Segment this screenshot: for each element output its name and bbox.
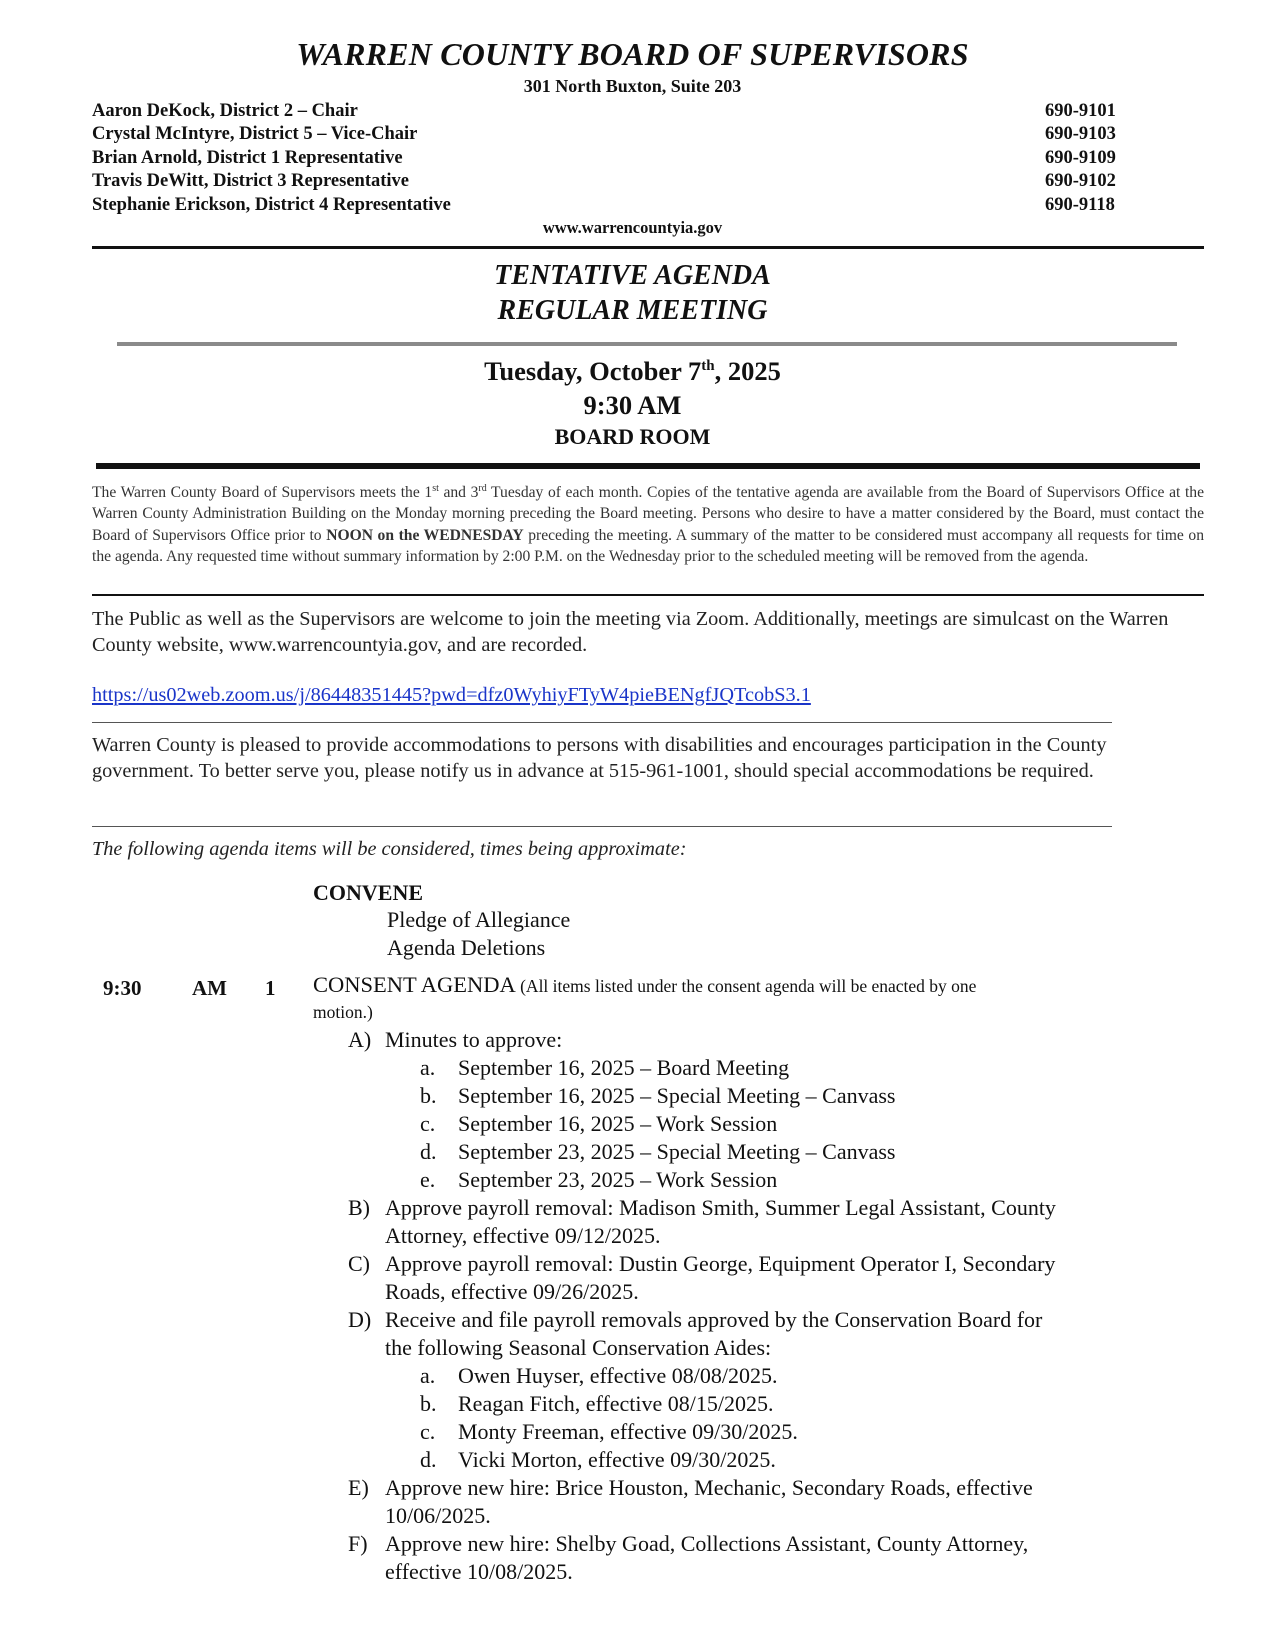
convene-heading: CONVENE — [313, 880, 424, 905]
aide-item-text: Vicki Morton, effective 09/30/2025. — [458, 1447, 776, 1472]
consent-item-letter: F) — [348, 1531, 368, 1556]
item-number: 1 — [265, 976, 276, 1000]
consent-item-text: Approve payroll removal: Madison Smith, Summer Legal Assistant, County — [385, 1195, 1056, 1220]
meeting-date-year: , 2025 — [714, 356, 781, 386]
consent-item-text: Receive and file payroll removals approved by the Conservation Board for — [385, 1307, 1043, 1332]
consent-item-text: 10/06/2025. — [385, 1503, 491, 1528]
zoom-link[interactable]: https://us02web.zoom.us/j/86448351445?pwd=dfz0WyhiyFTyW4pieBENgfJQTcobS3.1 — [92, 684, 811, 706]
notice-ordinal: st — [432, 483, 439, 494]
aide-item-letter: d. — [420, 1447, 437, 1472]
consent-item-text: Minutes to approve: — [385, 1027, 563, 1052]
agenda-intro: The following agenda items will be considered, times being approximate: — [92, 838, 687, 860]
aide-item-text: Owen Huyser, effective 08/08/2025. — [458, 1363, 778, 1388]
supervisor-name: Brian Arnold, District 1 Representative — [92, 147, 403, 168]
item-ampm: AM — [192, 976, 227, 1000]
convene-item: Agenda Deletions — [387, 935, 546, 960]
supervisor-phone: 690-9103 — [1045, 124, 1116, 145]
consent-item-letter: C) — [348, 1251, 370, 1276]
board-title: WARREN COUNTY BOARD OF SUPERVISORS — [296, 36, 969, 72]
notice-ordinal: rd — [478, 483, 487, 494]
minutes-item-text: September 16, 2025 – Work Session — [458, 1111, 778, 1136]
consent-heading-text: CONSENT AGENDA — [313, 972, 515, 997]
aide-item-letter: a. — [420, 1363, 436, 1388]
consent-item-letter: B) — [348, 1195, 370, 1220]
minutes-item-text: September 23, 2025 – Special Meeting – Canvass — [458, 1139, 896, 1164]
consent-item-letter: D) — [348, 1307, 372, 1332]
notice-text: Tuesday of each month. Copies of the tentative agenda are available from the Board of Supervisors Office at the Warren County Administration Building on the Monday morning preceding the Board meeting. Persons who desire to have a matter considered by the Board, must contact the Board of Supervisors Office prior to — [92, 484, 1204, 544]
agenda-title-line2: REGULAR MEETING — [497, 295, 768, 326]
consent-item-text: Approve new hire: Brice Houston, Mechanic, Secondary Roads, effective — [385, 1475, 1033, 1500]
aide-item-letter: b. — [420, 1391, 437, 1416]
meeting-date-ordinal: th — [701, 358, 715, 375]
meeting-room: BOARD ROOM — [554, 424, 711, 449]
meeting-date — [0, 356, 1265, 387]
meeting-date-main: Tuesday, October 7 — [484, 356, 702, 386]
phone-list — [1045, 100, 1116, 217]
minutes-item-letter: d. — [420, 1139, 437, 1164]
consent-item-text: effective 10/08/2025. — [385, 1559, 573, 1584]
meeting-time: 9:30 AM — [583, 390, 682, 420]
notice-deadline: NOON on the WEDNESDAY — [326, 526, 524, 544]
zoom-divider — [92, 722, 1112, 723]
consent-agenda-heading — [313, 972, 976, 998]
aide-item-text: Monty Freeman, effective 09/30/2025. — [458, 1419, 798, 1444]
header-divider — [92, 246, 1204, 249]
agenda-title-line1: TENTATIVE AGENDA — [494, 260, 771, 291]
meeting-divider — [96, 463, 1200, 469]
consent-item-letter: A) — [348, 1027, 372, 1052]
minutes-item-letter: e. — [420, 1167, 436, 1192]
consent-item-letter: E) — [348, 1475, 369, 1500]
convene-item: Pledge of Allegiance — [387, 907, 571, 932]
minutes-item-letter: c. — [420, 1111, 436, 1136]
minutes-item-text: September 16, 2025 – Board Meeting — [458, 1055, 790, 1080]
minutes-item-letter: a. — [420, 1055, 436, 1080]
consent-item-text: the following Seasonal Conservation Aides: — [385, 1335, 772, 1360]
notice-text: and 3 — [438, 484, 479, 502]
accommodations-notice: Warren County is pleased to provide accommodations to persons with disabilities and encourages participation in the County government. To better serve you, please notify us in advance at 515-961-1001, should special accommodations be required. — [92, 734, 1107, 782]
meeting-notice — [92, 478, 1204, 567]
minutes-item-letter: b. — [420, 1083, 437, 1108]
board-address: 301 North Buxton, Suite 203 — [523, 76, 742, 96]
notice-text: The Warren County Board of Supervisors meets the 1 — [92, 484, 433, 502]
supervisor-name: Aaron DeKock, District 2 – Chair — [92, 101, 358, 121]
consent-note: (All items listed under the consent agenda will be enacted by one — [520, 976, 977, 996]
supervisor-phone: 690-9109 — [1045, 147, 1116, 168]
zoom-info: The Public as well as the Supervisors are welcome to join the meeting via Zoom. Additionally, meetings are simulcast on the Warren County website, www.warrencountyia.gov, and are recorded. — [92, 608, 1169, 656]
board-website: www.warrencountyia.gov — [542, 218, 723, 237]
consent-item-text: Roads, effective 09/26/2025. — [385, 1279, 639, 1304]
supervisor-phone: 690-9102 — [1045, 171, 1116, 192]
supervisor-phone: 690-9118 — [1045, 194, 1115, 215]
supervisor-list — [92, 100, 451, 217]
accom-divider — [92, 826, 1112, 827]
item-time: 9:30 — [103, 976, 142, 1000]
supervisor-name: Travis DeWitt, District 3 Representative — [92, 171, 409, 192]
notice-text: preceding the meeting. A summary of the matter to be considered must accompany all requests for time on the agenda. Any requested time without summary information by 2:00 P.M. on the Wednesday prior to the scheduled meeting will be removed from the agenda. — [92, 526, 1205, 566]
consent-note-continued: motion.) — [313, 1002, 373, 1022]
consent-item-text: Approve new hire: Shelby Goad, Collections Assistant, County Attorney, — [385, 1531, 1029, 1556]
aide-item-text: Reagan Fitch, effective 08/15/2025. — [458, 1391, 774, 1416]
supervisor-phone: 690-9101 — [1045, 101, 1116, 121]
supervisor-name: Stephanie Erickson, District 4 Representative — [92, 194, 451, 215]
minutes-item-text: September 23, 2025 – Work Session — [458, 1167, 778, 1192]
consent-item-text: Attorney, effective 09/12/2025. — [385, 1223, 661, 1248]
supervisor-name: Crystal McIntyre, District 5 – Vice-Chair — [92, 124, 418, 145]
minutes-item-text: September 16, 2025 – Special Meeting – Canvass — [458, 1083, 896, 1108]
consent-item-text: Approve payroll removal: Dustin George, Equipment Operator I, Secondary — [385, 1251, 1056, 1276]
agenda-title — [0, 258, 1265, 328]
notice-divider — [92, 594, 1204, 596]
title-divider — [117, 342, 1177, 346]
aide-item-letter: c. — [420, 1419, 436, 1444]
